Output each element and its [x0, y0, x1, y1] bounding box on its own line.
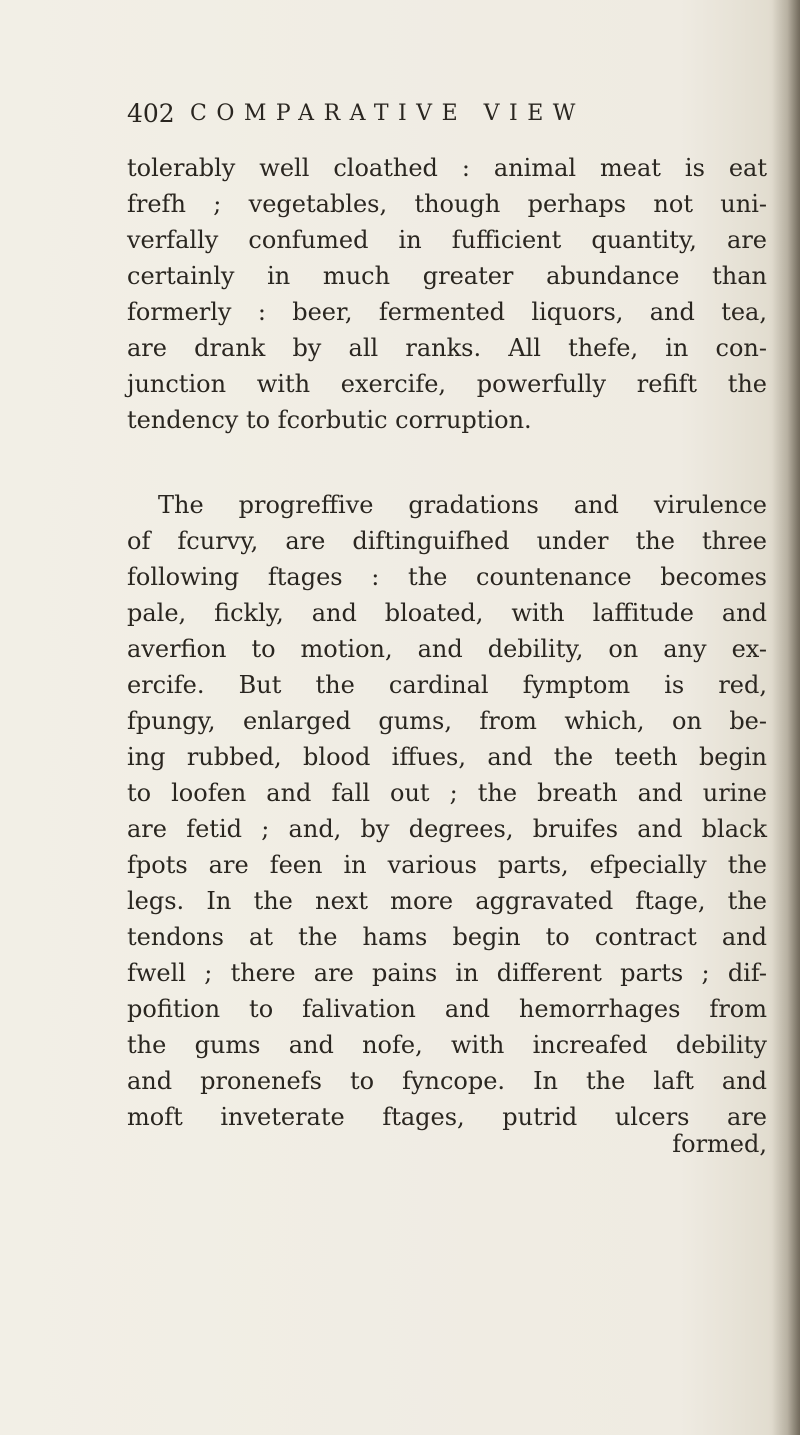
page-number: 402 — [127, 99, 175, 128]
text-line: legs. In the next more aggravated ftage, the — [127, 887, 767, 915]
text-line: formerly : beer, fermented liquors, and tea, — [127, 298, 767, 326]
text-line: ing rubbed, blood iffues, and the teeth begin — [127, 743, 767, 771]
text-line: averfion to motion, and debility, on any ex- — [127, 635, 767, 663]
text-line: tolerably well cloathed : animal meat is eat — [127, 154, 767, 182]
text-line: fwell ; there are pains in different parts ; dif- — [127, 959, 767, 987]
text-line: The progreffive gradations and virulence — [158, 491, 767, 519]
text-line: tendons at the hams begin to contract and — [127, 923, 767, 951]
running-head: COMPARATIVE VIEW — [190, 101, 585, 126]
catchword: formed, — [672, 1130, 767, 1158]
text-line: are fetid ; and, by degrees, bruifes and black — [127, 815, 767, 843]
paragraph-gap — [127, 438, 767, 487]
text-line: are drank by all ranks. All thefe, in con- — [127, 334, 767, 362]
text-line: tendency to fcorbutic corruption. — [127, 406, 532, 434]
paragraph — [127, 150, 767, 438]
text-line: frefh ; vegetables, though perhaps not uni- — [127, 190, 767, 218]
text-line: the gums and nofe, with increafed debility — [127, 1031, 767, 1059]
body-text — [127, 150, 767, 1135]
page-header — [127, 96, 767, 132]
text-line: verfally confumed in fufficient quantity, are — [127, 226, 767, 254]
paragraph — [127, 487, 767, 1135]
text-line: fpungy, enlarged gums, from which, on be- — [127, 707, 767, 735]
text-line: to loofen and fall out ; the breath and urine — [127, 779, 767, 807]
page-edge-shadow — [772, 0, 800, 1435]
text-line: ercife. But the cardinal fymptom is red, — [127, 671, 767, 699]
text-line: pofition to falivation and hemorrhages from — [127, 995, 767, 1023]
text-line: of fcurvy, are diftinguifhed under the three — [127, 527, 767, 555]
text-line: following ftages : the countenance becomes — [127, 563, 767, 591]
text-line: junction with exercife, powerfully refift the — [127, 370, 767, 398]
text-line: and pronenefs to fyncope. In the laft and — [127, 1067, 767, 1095]
text-line: pale, fickly, and bloated, with laffitude and — [127, 599, 767, 627]
text-line: fpots are feen in various parts, efpecially the — [127, 851, 767, 879]
text-line: certainly in much greater abundance than — [127, 262, 767, 290]
text-line: moft inveterate ftages, putrid ulcers are — [127, 1103, 767, 1131]
